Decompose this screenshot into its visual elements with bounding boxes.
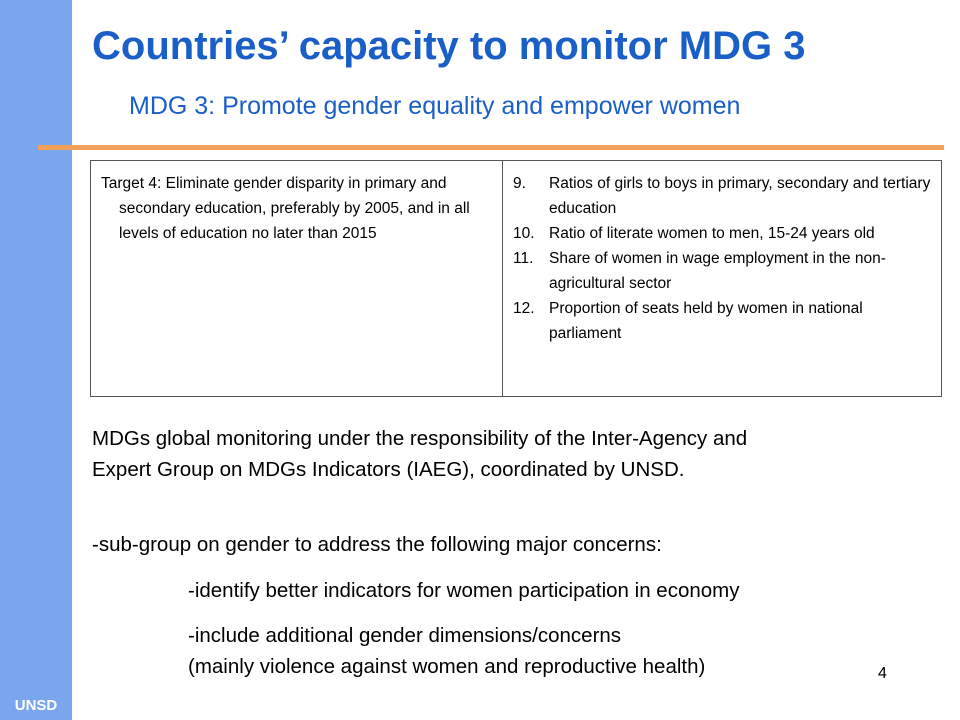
slide-title: Countries’ capacity to monitor MDG 3 xyxy=(92,24,806,68)
unsd-label: UNSD xyxy=(14,697,58,714)
indicator-item xyxy=(513,171,931,221)
indicator-number: 12. xyxy=(513,300,535,317)
indicator-item xyxy=(513,246,931,296)
indicators-cell xyxy=(503,161,941,396)
target-text: Target 4: Eliminate gender disparity in primary and secondary education, preferably by 2005, and in all levels of education no later than 2015 xyxy=(101,175,470,242)
target-cell xyxy=(91,161,503,396)
indicator-number: 11. xyxy=(513,250,534,267)
indicator-item xyxy=(513,296,931,346)
target-table xyxy=(90,160,942,397)
monitoring-line-2: Expert Group on MDGs Indicators (IAEG), coordinated by UNSD. xyxy=(92,458,685,481)
indicator-text: Proportion of seats held by women in national parliament xyxy=(549,300,863,342)
slide-subtitle: MDG 3: Promote gender equality and empower women xyxy=(129,92,741,120)
indicator-text: Share of women in wage employment in the non-agricultural sector xyxy=(549,250,886,292)
indicator-number: 9. xyxy=(513,175,526,192)
indicator-text: Ratio of literate women to men, 15-24 years old xyxy=(549,225,875,242)
indicator-item xyxy=(513,221,931,246)
divider-rule xyxy=(38,145,944,150)
indicator-number: 10. xyxy=(513,225,535,242)
concern-line-2: (mainly violence against women and reproductive health) xyxy=(188,655,706,678)
subgroup-paragraph: -sub-group on gender to address the following major concerns: xyxy=(92,533,662,556)
page-number: 4 xyxy=(878,665,887,682)
monitoring-paragraph xyxy=(92,423,747,485)
sidebar-bar xyxy=(0,0,72,720)
indicator-text: Ratios of girls to boys in primary, secondary and tertiary education xyxy=(549,175,931,217)
concern-gender-dimensions xyxy=(188,620,705,682)
concern-line-1: -include additional gender dimensions/concerns xyxy=(188,624,622,647)
concern-economy: -identify better indicators for women participation in economy xyxy=(188,579,740,602)
monitoring-line-1: MDGs global monitoring under the responsibility of the Inter-Agency and xyxy=(92,427,748,450)
